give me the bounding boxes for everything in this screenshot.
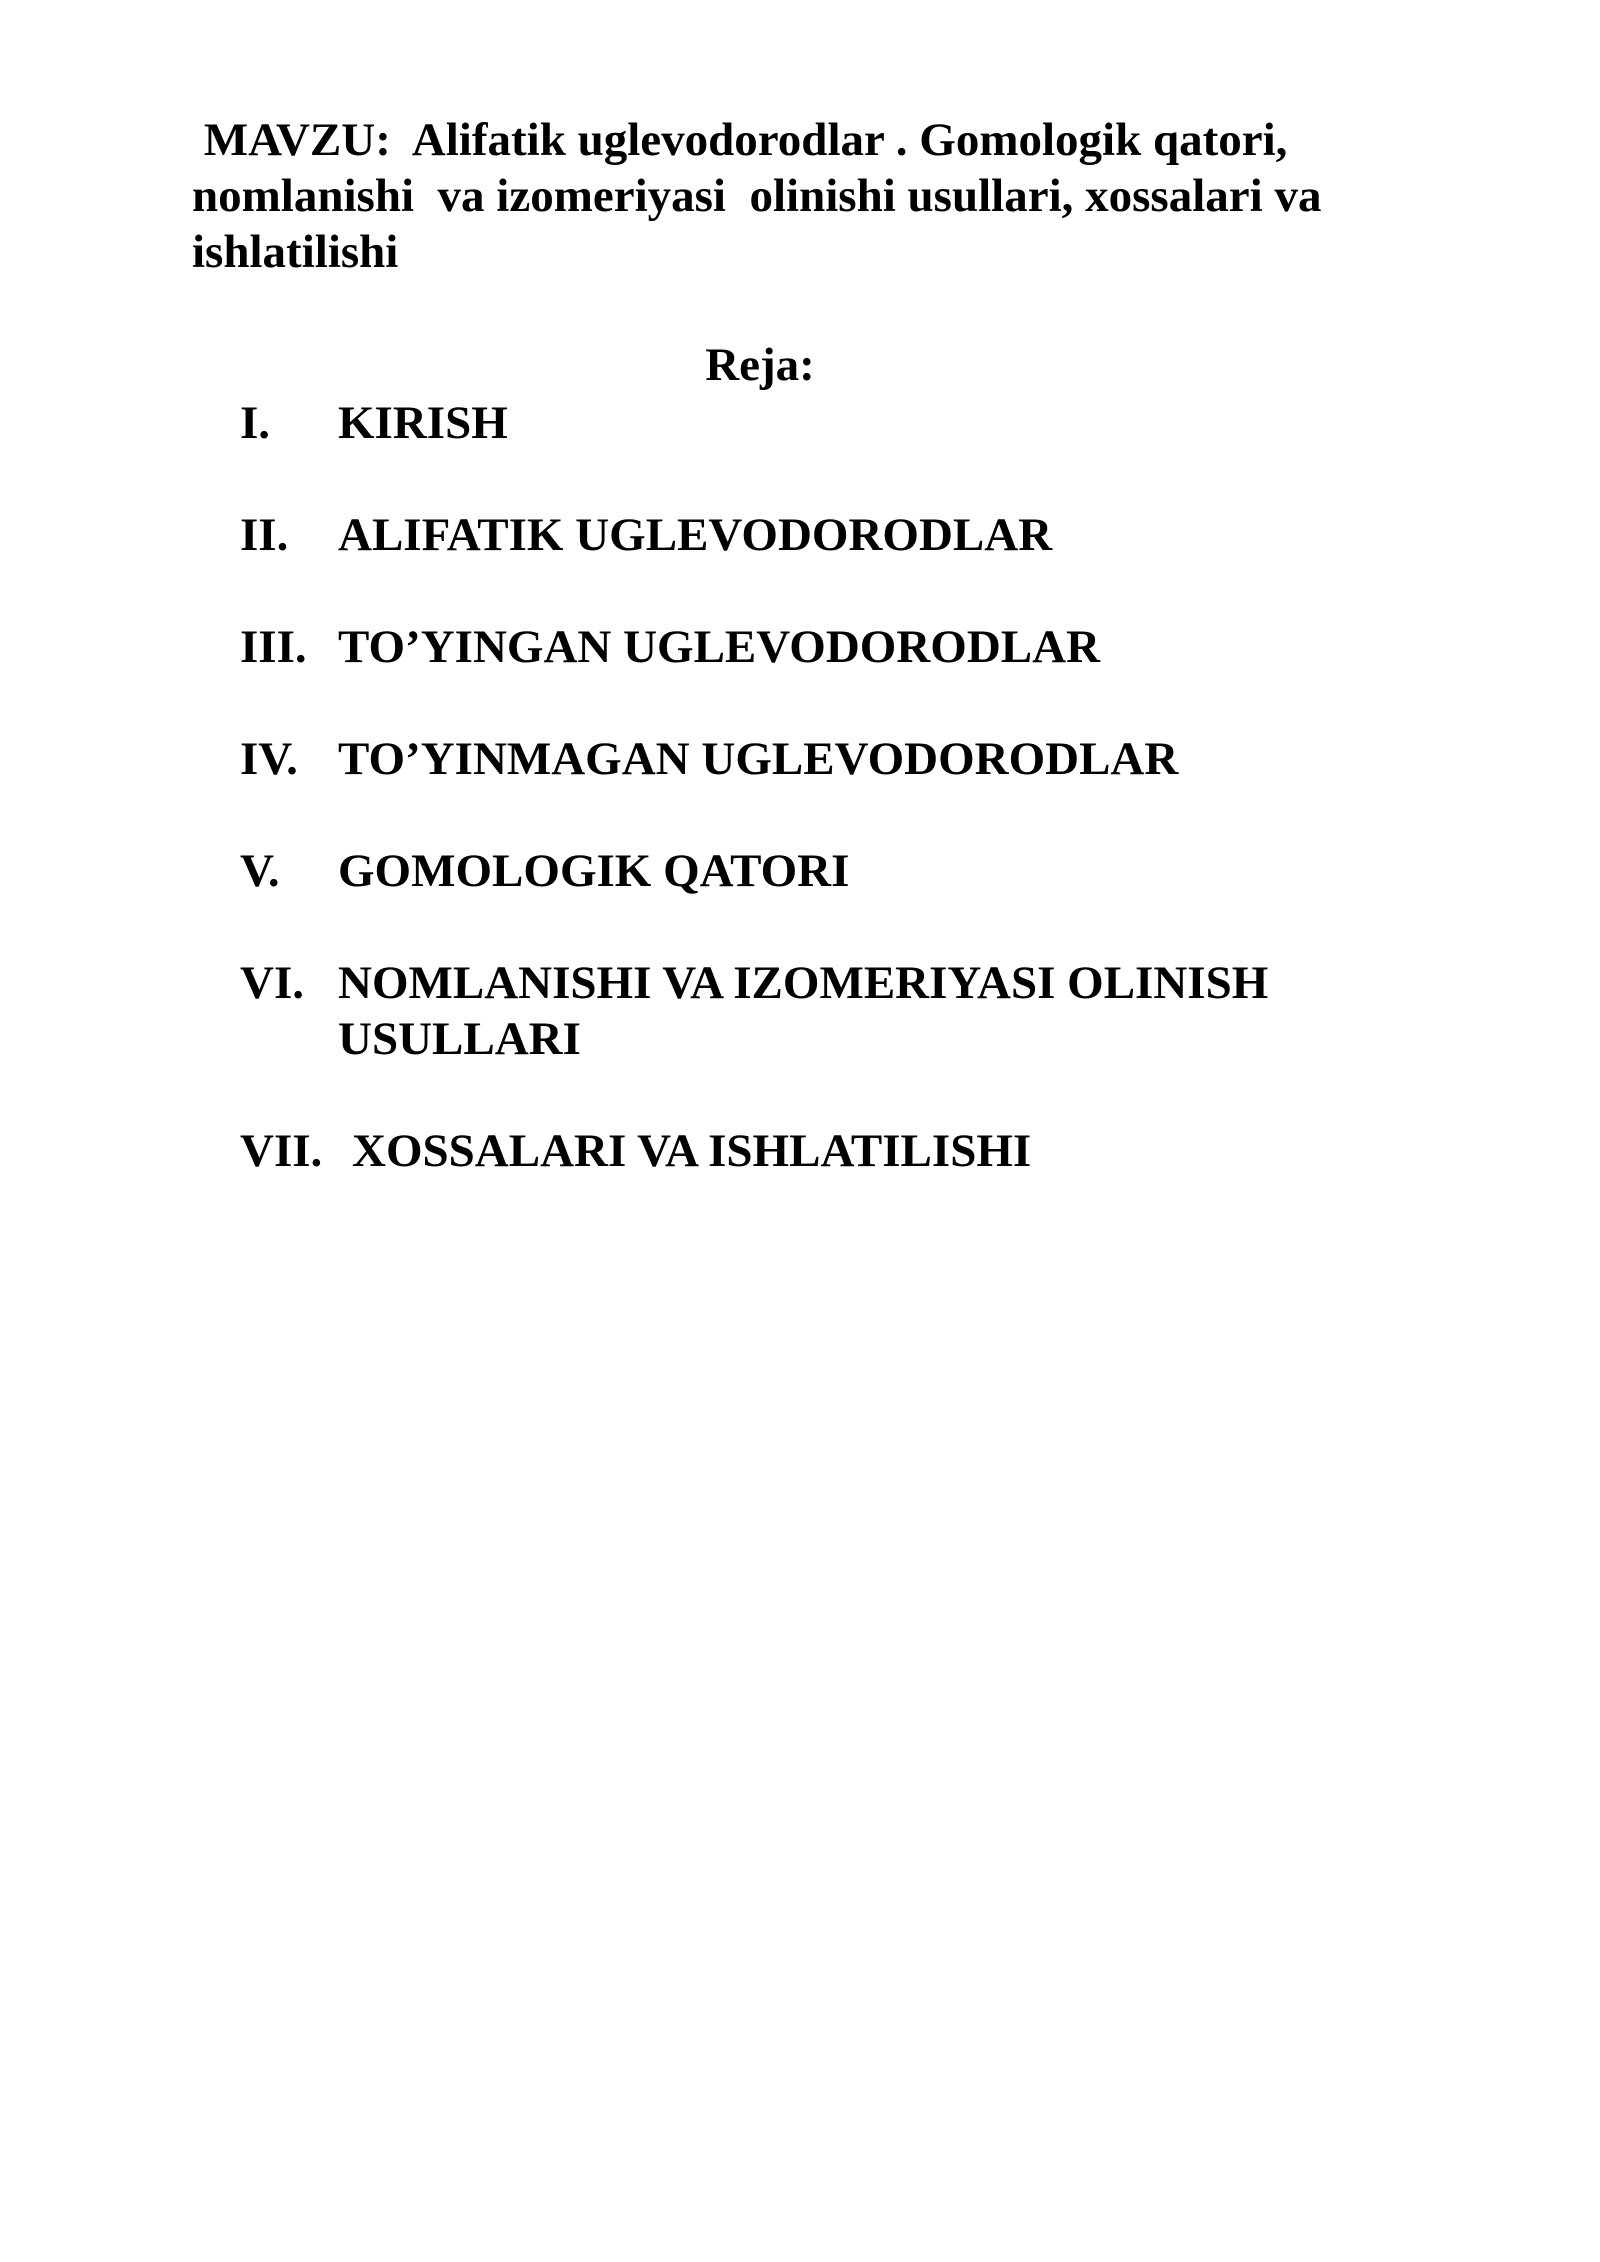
plan-item: [240, 843, 1400, 899]
plan-item-text: GOMOLOGIK QATORI: [338, 845, 850, 897]
plan-item-number: II.: [240, 509, 289, 561]
plan-heading: Reja:: [705, 339, 815, 391]
topic-title: MAVZU: Alifatik uglevodorodlar . Gomologik qatori, nomlanishi va izomeriyasi olinishi usullari, xossalari va ishlatilishi: [192, 114, 1334, 278]
plan-item-text: TO’YINGAN UGLEVODORODLAR: [338, 621, 1101, 673]
plan-list: [240, 395, 1400, 1235]
plan-item-number: VII.: [240, 1125, 323, 1177]
plan-item: [240, 507, 1400, 563]
plan-item-text: XOSSALARI VA ISHLATILISHI: [352, 1125, 1032, 1177]
plan-item-text: TO’YINMAGAN UGLEVODORODLAR: [338, 733, 1179, 785]
plan-item: [240, 395, 1400, 451]
plan-item: [240, 1123, 1400, 1179]
plan-item-number: V.: [240, 845, 280, 897]
plan-item-number: I.: [240, 397, 271, 449]
plan-item-text: NOMLANISHI VA IZOMERIYASI OLINISH USULLARI: [338, 957, 1269, 1065]
plan-item: [240, 619, 1400, 675]
plan-item-number: VI.: [240, 957, 304, 1009]
plan-item-text: KIRISH: [338, 397, 508, 449]
plan-item-text: ALIFATIK UGLEVODORODLAR: [338, 509, 1053, 561]
plan-item: [240, 731, 1400, 787]
plan-item-number: IV.: [240, 733, 298, 785]
plan-item: [240, 955, 1400, 1067]
plan-item-number: III.: [240, 621, 307, 673]
